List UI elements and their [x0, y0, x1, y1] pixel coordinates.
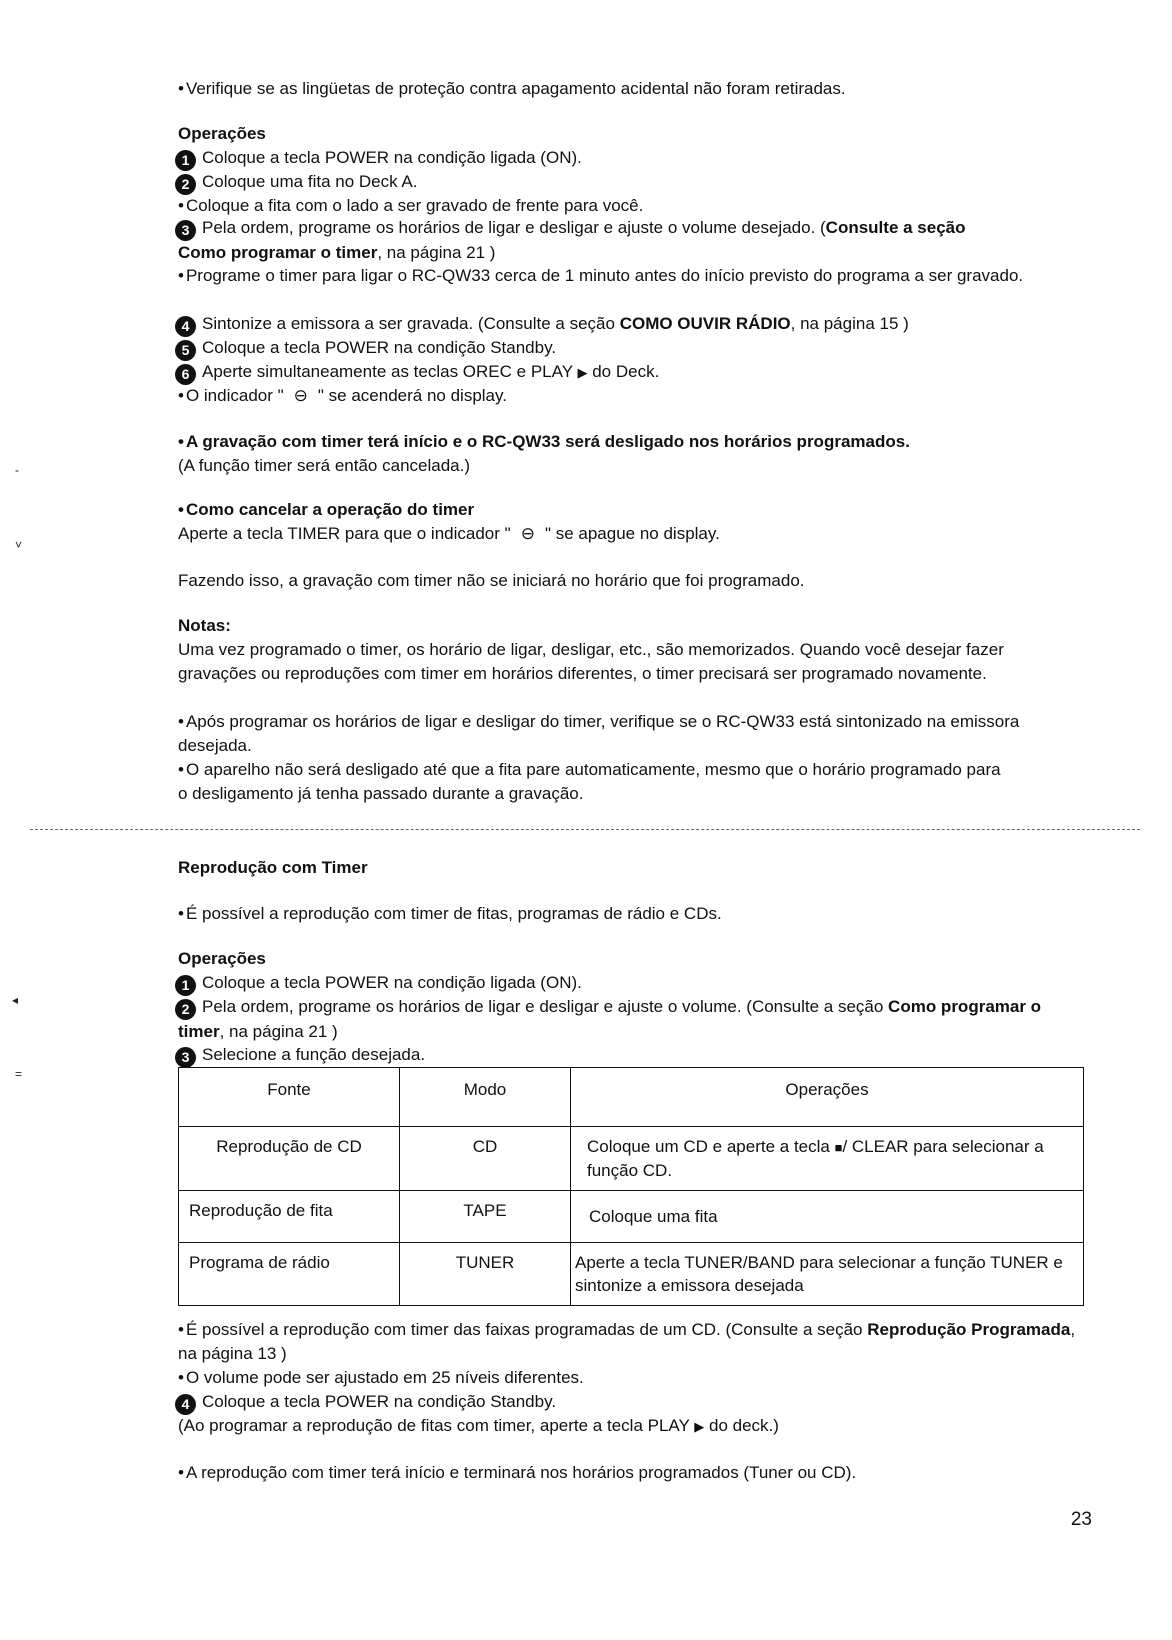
- table-header-cell: Modo: [400, 1068, 571, 1127]
- operations-table: [178, 1067, 1084, 1306]
- after-paragraph: (Ao programar a reprodução de fitas com timer, aperte a tecla PLAY ▶ do deck.): [178, 1416, 779, 1435]
- table-cell: Reprodução de CD: [179, 1127, 400, 1191]
- table-cell: Coloque um CD e aperte a tecla ■/ CLEAR para selecionar a função CD.: [571, 1127, 1084, 1191]
- table-header-cell: Fonte: [179, 1068, 400, 1127]
- step-badge-icon: 1: [175, 150, 196, 171]
- stop-icon: ■: [834, 1140, 843, 1155]
- section-divider: [30, 829, 1140, 830]
- step-2: 2 Coloque uma fita no Deck A.: [178, 170, 417, 195]
- bullet-3: • O indicador " ⊖ " se acenderá no display.: [178, 384, 507, 408]
- notes-heading: Notas:: [178, 616, 231, 635]
- table-cell: Coloque uma fita: [571, 1191, 1084, 1243]
- doing-so-text: Fazendo isso, a gravação com timer não se iniciará no horário que foi programado.: [178, 571, 805, 590]
- step-badge-icon: 6: [175, 364, 196, 385]
- step2-4: 4 Coloque a tecla POWER na condição Standby.: [178, 1390, 556, 1415]
- bullet-2: • Programe o timer para ligar o RC-QW33 cerca de 1 minuto antes do início previsto do programa a ser gravado.: [178, 266, 1024, 285]
- notes-bullet-2: • O aparelho não será desligado até que a fita pare automaticamente, mesmo que o horário programado para o desligamento já tenha passado durante a gravação.: [178, 760, 1001, 803]
- notes-paragraph: Uma vez programado o timer, os horário de ligar, desligar, etc., são memorizados. Quando você desejar fazer gravações ou reproduções com timer em horários diferentes, o timer precisará ser programado novamente.: [178, 640, 1004, 683]
- play-icon: ▶: [577, 365, 588, 380]
- table-row: [179, 1243, 1084, 1306]
- step-badge-icon: 1: [175, 975, 196, 996]
- step-4: 4 Sintonize a emissora a ser gravada. (Consulte a seção COMO OUVIR RÁDIO, na página 15 ): [178, 312, 909, 337]
- cancel-heading: • Como cancelar a operação do timer: [178, 500, 475, 519]
- table-cell: Reprodução de fita: [179, 1191, 400, 1243]
- step2-1: 1 Coloque a tecla POWER na condição ligada (ON).: [178, 971, 582, 996]
- clock-icon: ⊖: [520, 524, 535, 543]
- margin-mark: -: [15, 463, 19, 477]
- table-row: [179, 1127, 1084, 1191]
- page-number: 23: [1070, 1509, 1092, 1530]
- play-icon: ▶: [694, 1419, 705, 1434]
- step2-3: 3 Selecione a função desejada.: [178, 1043, 425, 1068]
- step-badge-icon: 3: [175, 220, 196, 241]
- table-cell: TAPE: [400, 1191, 571, 1243]
- operations-heading: Operações: [178, 124, 266, 143]
- table-header-cell: Operações: [571, 1068, 1084, 1127]
- table-cell: CD: [400, 1127, 571, 1191]
- section2-intro: • É possível a reprodução com timer de fitas, programas de rádio e CDs.: [178, 904, 722, 923]
- after-bullet-1: • É possível a reprodução com timer das faixas programadas de um CD. (Consulte a seção Reprodução Programada, na página 13 ): [178, 1320, 1076, 1363]
- operations-heading-2: Operações: [178, 949, 266, 968]
- margin-mark: =: [15, 1067, 23, 1081]
- step-6: 6 Aperte simultaneamente as teclas OREC e PLAY ▶ do Deck.: [178, 360, 659, 385]
- step-badge-icon: 5: [175, 340, 196, 361]
- step-1: 1 Coloque a tecla POWER na condição ligada (ON).: [178, 146, 582, 171]
- margin-mark: ◂: [12, 993, 19, 1007]
- bullet-1: • Coloque a fita com o lado a ser gravado de frente para você.: [178, 196, 644, 215]
- table-cell: Programa de rádio: [179, 1243, 400, 1306]
- margin-mark: ˅: [15, 538, 23, 552]
- intro-note: • Verifique se as lingüetas de proteção contra apagamento acidental não foram retiradas.: [178, 79, 846, 98]
- cancel-text: Aperte a tecla TIMER para que o indicador " ⊖ " se apague no display.: [178, 522, 720, 546]
- step-badge-icon: 4: [175, 1394, 196, 1415]
- section-title: Reprodução com Timer: [178, 858, 368, 877]
- step-3: 3 Pela ordem, programe os horários de ligar e desligar e ajuste o volume desejado. (Consulte a seção Como programar o timer, na página 21 ): [178, 216, 1083, 265]
- step-badge-icon: 2: [175, 999, 196, 1020]
- after-bullet-2: • O volume pode ser ajustado em 25 níveis diferentes.: [178, 1368, 584, 1387]
- step-5: 5 Coloque a tecla POWER na condição Standby.: [178, 336, 556, 361]
- bold-note: • A gravação com timer terá início e o RC-QW33 será desligado nos horários programados.: [178, 432, 910, 451]
- step-badge-icon: 4: [175, 316, 196, 337]
- table-cell: Aperte a tecla TUNER/BAND para selecionar a função TUNER e sintonize a emissora desejada: [571, 1243, 1084, 1306]
- table-row: [179, 1191, 1084, 1243]
- bold-note-sub: (A função timer será então cancelada.): [178, 456, 470, 475]
- step2-2: 2 Pela ordem, programe os horários de ligar e desligar e ajuste o volume. (Consulte a seção Como programar o timer, na página 21 ): [178, 995, 1083, 1044]
- table-header-row: [179, 1068, 1084, 1127]
- notes-bullet-1: • Após programar os horários de ligar e desligar do timer, verifique se o RC-QW33 está sintonizado na emissora desejada.: [178, 712, 1020, 755]
- step-badge-icon: 3: [175, 1047, 196, 1068]
- clock-icon: ⊖: [293, 386, 308, 405]
- final-note: • A reprodução com timer terá início e terminará nos horários programados (Tuner ou CD).: [178, 1463, 857, 1482]
- table-cell: TUNER: [400, 1243, 571, 1306]
- step-badge-icon: 2: [175, 174, 196, 195]
